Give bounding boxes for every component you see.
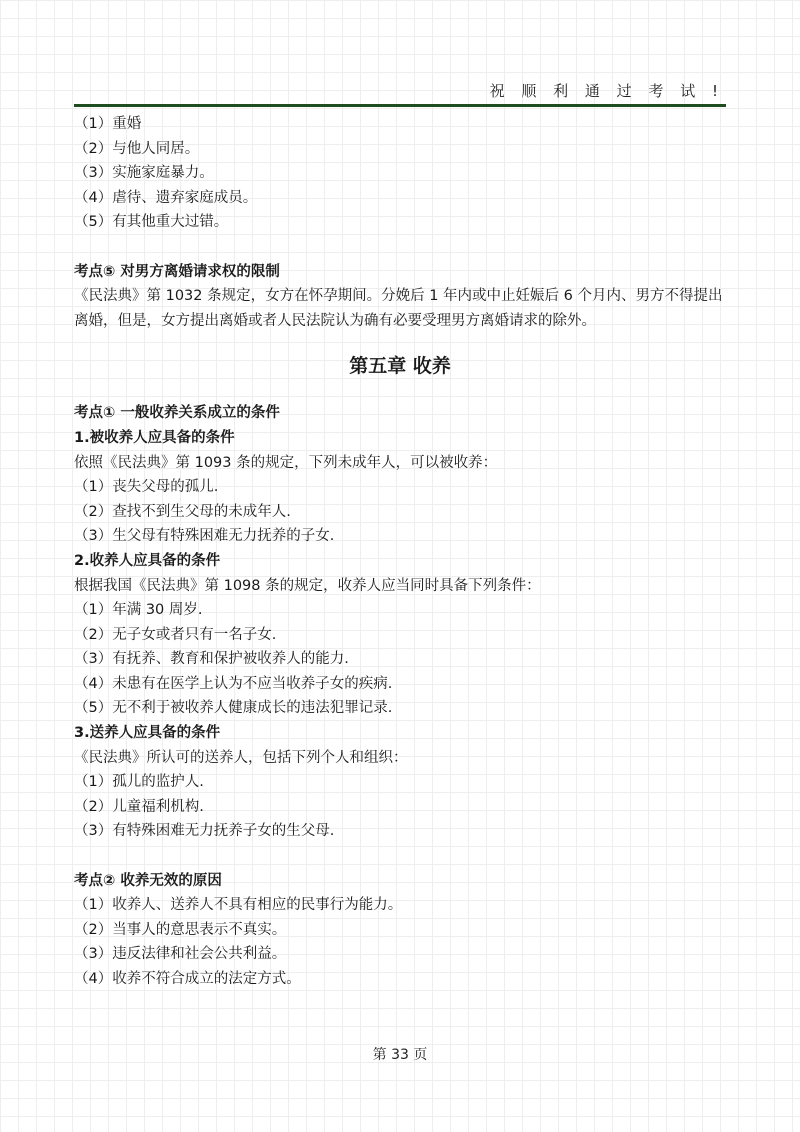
page-content — [74, 112, 726, 992]
header-divider — [74, 104, 726, 107]
list-item: （1）孤儿的监护人. — [74, 774, 204, 791]
list-item: （5）有其他重大过错。 — [74, 214, 229, 231]
page-number: 第 33 页 — [372, 1047, 428, 1063]
sub1-heading: 1.被收养人应具备的条件 — [74, 429, 235, 446]
list-item: （4）虐待、遗弃家庭成员。 — [74, 189, 258, 206]
sub1-intro: 依照《民法典》第 1093 条的规定，下列未成年人，可以被收养： — [74, 454, 498, 471]
chapter-title: 第五章 收养 — [349, 355, 451, 378]
list-item: （1）收养人、送养人不具有相应的民事行为能力。 — [74, 897, 403, 914]
point2-title: 考点② 收养无效的原因 — [74, 872, 222, 889]
list-item: （5）无不利于被收养人健康成长的违法犯罪记录. — [74, 700, 393, 717]
list-item: （2）无子女或者只有一名子女. — [74, 626, 277, 643]
list-item: （3）有特殊困难无力抚养子女的生父母. — [74, 823, 335, 840]
sub3-intro: 《民法典》所认可的送养人，包括下列个人和组织： — [74, 749, 408, 766]
list-item: （3）实施家庭暴力。 — [74, 165, 214, 182]
list-item: （3）违反法律和社会公共利益。 — [74, 946, 287, 963]
point5-body: 《民法典》第 1032 条规定，女方在怀孕期间。分娩后 1 年内或中止妊娠后 6 个月内、男方不得提出离婚，但是，女方提出离婚或者人民法院认为确有必要受理男方离婚请求的除外。 — [74, 288, 723, 329]
list-item: （1）年满 30 周岁. — [74, 602, 203, 619]
list-item: （2）与他人同居。 — [74, 140, 200, 157]
sub3-heading: 3.送养人应具备的条件 — [74, 725, 221, 742]
list-item: （2）当事人的意思表示不真实。 — [74, 921, 287, 938]
list-item: （4）未患有在医学上认为不应当收养子女的疾病. — [74, 675, 393, 692]
point1-title: 考点① 一般收养关系成立的条件 — [74, 405, 280, 422]
list-item: （1）丧失父母的孤儿. — [74, 479, 219, 496]
sub2-intro: 根据我国《民法典》第 1098 条的规定，收养人应当同时具备下列条件： — [74, 577, 541, 594]
list-item: （3）生父母有特殊困难无力抚养的子女. — [74, 528, 335, 545]
list-item: （4）收养不符合成立的法定方式。 — [74, 971, 301, 987]
list-item: （1）重婚 — [74, 116, 142, 132]
list-item: （2）查找不到生父母的未成年人. — [74, 503, 291, 520]
list-item: （2）儿童福利机构. — [74, 798, 204, 815]
point5-title: 考点⑤ 对男方离婚请求权的限制 — [74, 263, 280, 280]
header-motto: 祝 顺 利 通 过 考 试 ! — [489, 82, 724, 100]
sub2-heading: 2.收养人应具备的条件 — [74, 552, 221, 569]
list-item: （3）有抚养、教育和保护被收养人的能力. — [74, 651, 349, 668]
